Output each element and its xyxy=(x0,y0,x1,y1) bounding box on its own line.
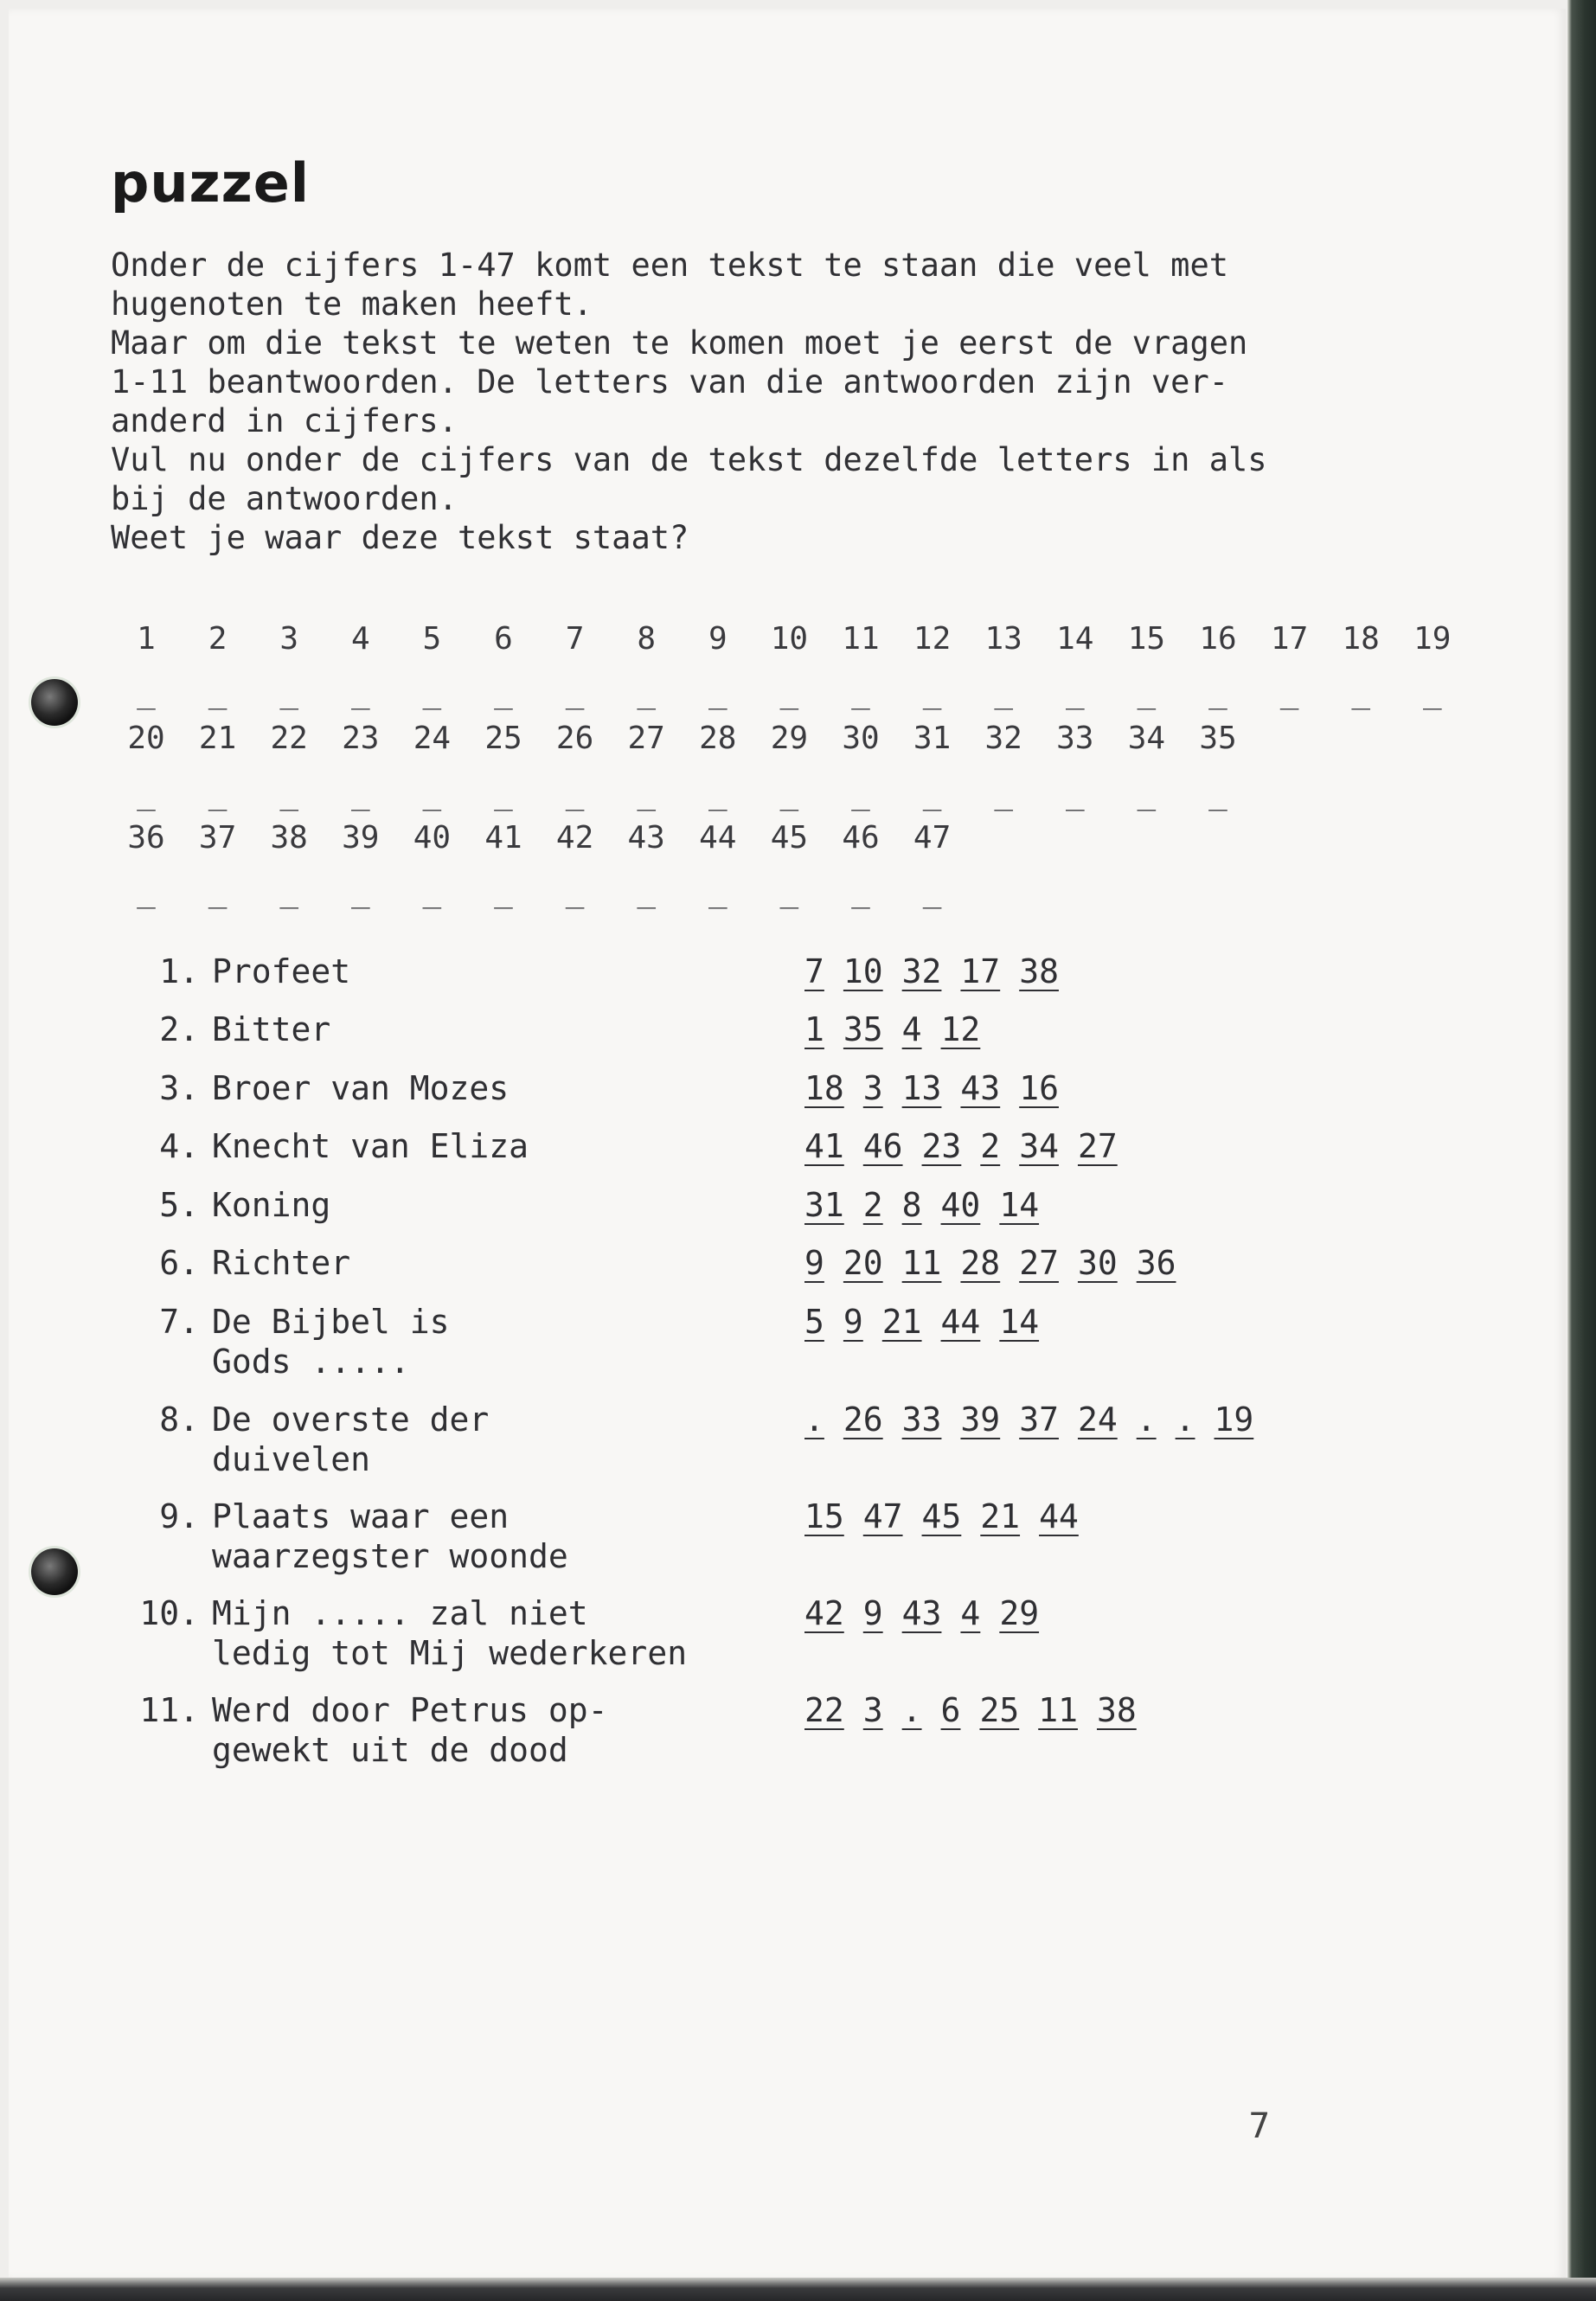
grid-number: 21 xyxy=(198,721,237,756)
question-text-line: ledig tot Mij wederkeren xyxy=(212,1634,688,1672)
grid-number: 25 xyxy=(484,721,522,756)
answer-blank[interactable]: _ xyxy=(208,776,228,811)
answer-blank[interactable]: _ xyxy=(279,874,299,909)
answer-blank[interactable]: _ xyxy=(422,675,442,710)
punch-hole-icon xyxy=(31,679,78,726)
intro-line: Onder de cijfers 1-47 komt een tekst te staan die veel met xyxy=(111,247,1229,284)
answer-blank[interactable]: _ xyxy=(279,776,299,811)
question-text xyxy=(212,952,817,991)
grid-number: 30 xyxy=(842,721,880,756)
answer-blank[interactable]: _ xyxy=(1208,675,1227,710)
answer-blank[interactable]: _ xyxy=(851,874,870,909)
grid-number: 34 xyxy=(1127,721,1166,756)
answer-blank[interactable]: _ xyxy=(1137,675,1157,710)
answer-codes xyxy=(804,1497,1098,1536)
answer-code: 10 xyxy=(843,952,883,990)
answer-code: 3 xyxy=(862,1691,883,1729)
answer-blank[interactable]: _ xyxy=(1065,776,1085,811)
grid-number: 33 xyxy=(1056,721,1094,756)
question-text-line: Knecht van Eliza xyxy=(212,1127,529,1165)
grid-number: 41 xyxy=(484,820,522,856)
question-text-line: Mijn ..... zal niet xyxy=(212,1594,588,1632)
answer-code: 32 xyxy=(901,952,942,990)
answer-codes xyxy=(804,1243,1195,1283)
question-text xyxy=(212,1400,817,1479)
grid-number: 29 xyxy=(770,721,809,756)
answer-code: 5 xyxy=(804,1303,824,1341)
answer-codes xyxy=(804,1126,1137,1166)
answer-code: 39 xyxy=(960,1400,1001,1439)
answer-codes xyxy=(804,1068,1078,1108)
answer-code: 25 xyxy=(979,1691,1020,1729)
intro-line: bij de antwoorden. xyxy=(111,480,458,517)
question-number: 10. xyxy=(139,1594,199,1632)
grid-number: 27 xyxy=(627,721,665,756)
question-number: 9. xyxy=(159,1497,199,1535)
grid-number: 7 xyxy=(565,621,585,657)
answer-blank[interactable]: _ xyxy=(851,776,870,811)
answer-blank[interactable]: _ xyxy=(922,874,942,909)
grid-number: 12 xyxy=(913,621,952,657)
question-text xyxy=(212,1593,817,1673)
grid-number: 4 xyxy=(350,621,370,657)
grid-number: 40 xyxy=(413,820,452,856)
answer-code: 9 xyxy=(862,1594,883,1632)
answer-code: 27 xyxy=(1077,1127,1118,1165)
answer-code: 6 xyxy=(940,1691,961,1729)
answer-blank[interactable]: _ xyxy=(1208,776,1227,811)
intro-line: hugenoten te maken heeft. xyxy=(111,285,593,323)
answer-code: 37 xyxy=(1019,1400,1059,1439)
answer-blank[interactable]: _ xyxy=(922,776,942,811)
grid-number: 1 xyxy=(137,621,156,657)
question-text-line: gewekt uit de dood xyxy=(212,1731,568,1769)
question-text xyxy=(212,1068,817,1108)
grid-number: 6 xyxy=(494,621,513,657)
answer-code: . xyxy=(804,1400,824,1439)
bottom-edge xyxy=(0,2278,1596,2301)
grid-number: 44 xyxy=(699,820,737,856)
answer-code: 16 xyxy=(1019,1069,1059,1107)
answer-blank[interactable]: _ xyxy=(1137,776,1157,811)
question-number: 3. xyxy=(159,1069,199,1107)
answer-code: 21 xyxy=(980,1497,1021,1535)
answer-code: 14 xyxy=(999,1303,1040,1341)
question-text xyxy=(212,1690,817,1770)
page-number: 7 xyxy=(1248,2106,1271,2146)
answer-code: 8 xyxy=(901,1186,922,1224)
answer-blank[interactable]: _ xyxy=(851,675,870,710)
answer-codes xyxy=(804,1302,1058,1342)
answer-code: 38 xyxy=(1019,952,1059,990)
grid-number: 36 xyxy=(127,820,165,856)
answer-blank[interactable]: _ xyxy=(565,776,585,811)
question-text-line: De overste der xyxy=(212,1400,490,1439)
answer-codes xyxy=(804,1593,1058,1633)
grid-number: 3 xyxy=(279,621,299,657)
answer-code: 12 xyxy=(940,1010,981,1048)
intro-text xyxy=(111,246,1365,557)
grid-number: 31 xyxy=(913,721,952,756)
answer-codes xyxy=(804,1690,1156,1730)
grid-number: 2 xyxy=(208,621,228,657)
question-number: 6. xyxy=(159,1244,199,1282)
answer-blank[interactable]: _ xyxy=(708,874,727,909)
grid-number: 43 xyxy=(627,820,665,856)
answer-code: 44 xyxy=(1039,1497,1079,1535)
answer-blank[interactable]: _ xyxy=(994,776,1014,811)
answer-blank[interactable]: _ xyxy=(637,874,657,909)
answer-blank[interactable]: _ xyxy=(422,874,442,909)
answer-blank[interactable]: _ xyxy=(565,675,585,710)
answer-codes xyxy=(804,1009,999,1049)
answer-code: 31 xyxy=(804,1186,844,1224)
grid-number: 28 xyxy=(699,721,737,756)
answer-code: 45 xyxy=(921,1497,962,1535)
grid-number: 42 xyxy=(555,820,594,856)
answer-blank[interactable]: _ xyxy=(1351,675,1371,710)
grid-number: 14 xyxy=(1056,621,1094,657)
answer-code: 20 xyxy=(843,1244,883,1282)
answer-code: 33 xyxy=(901,1400,942,1439)
grid-number: 18 xyxy=(1342,621,1380,657)
answer-code: 24 xyxy=(1077,1400,1118,1439)
answer-code: 44 xyxy=(940,1303,981,1341)
answer-code: 36 xyxy=(1136,1244,1176,1282)
question-text-line: Gods ..... xyxy=(212,1343,410,1381)
answer-code: 1 xyxy=(804,1010,824,1048)
grid-number: 5 xyxy=(422,621,442,657)
answer-code: 34 xyxy=(1019,1127,1059,1165)
question-number: 5. xyxy=(159,1186,199,1224)
answer-code: 9 xyxy=(843,1303,863,1341)
binding-edge xyxy=(1567,0,1596,2301)
grid-number: 17 xyxy=(1270,621,1309,657)
grid-number: 46 xyxy=(842,820,880,856)
answer-code: 23 xyxy=(921,1127,962,1165)
answer-blank[interactable]: _ xyxy=(208,874,228,909)
answer-code: 17 xyxy=(960,952,1001,990)
answer-blank[interactable]: _ xyxy=(137,675,156,710)
grid-number: 47 xyxy=(913,820,952,856)
answer-codes xyxy=(804,1185,1058,1225)
question-text xyxy=(212,1497,817,1576)
answer-blank[interactable]: _ xyxy=(350,776,370,811)
answer-codes xyxy=(804,1400,1272,1439)
answer-codes xyxy=(804,952,1078,991)
answer-code: 11 xyxy=(901,1244,942,1282)
answer-blank[interactable]: _ xyxy=(922,675,942,710)
intro-line: anderd in cijfers. xyxy=(111,402,458,439)
question-text-line: Plaats waar een xyxy=(212,1497,510,1535)
intro-line: Vul nu onder de cijfers van de tekst dezelfde letters in als xyxy=(111,441,1267,478)
grid-number: 11 xyxy=(842,621,880,657)
grid-number: 37 xyxy=(198,820,237,856)
answer-code: 13 xyxy=(901,1069,942,1107)
answer-blank[interactable]: _ xyxy=(1422,675,1442,710)
question-text-line: duivelen xyxy=(212,1440,371,1478)
answer-code: 15 xyxy=(804,1497,844,1535)
answer-blank[interactable]: _ xyxy=(779,776,799,811)
question-text-line: Werd door Petrus op- xyxy=(212,1691,608,1729)
answer-code: 42 xyxy=(804,1594,844,1632)
grid-number: 39 xyxy=(342,820,380,856)
question-number: 1. xyxy=(159,952,199,990)
question-text-line: Profeet xyxy=(212,952,351,990)
answer-code: 47 xyxy=(862,1497,903,1535)
grid-number: 22 xyxy=(270,721,308,756)
question-text xyxy=(212,1243,817,1283)
grid-number: 24 xyxy=(413,721,452,756)
answer-blank[interactable]: _ xyxy=(637,675,657,710)
answer-code: 38 xyxy=(1096,1691,1137,1729)
answer-blank[interactable]: _ xyxy=(565,874,585,909)
answer-code: 3 xyxy=(862,1069,883,1107)
answer-code: 9 xyxy=(804,1244,824,1282)
grid-number: 15 xyxy=(1127,621,1166,657)
page-title: puzzel xyxy=(111,151,310,215)
question-text-line: Bitter xyxy=(212,1010,331,1048)
answer-code: 26 xyxy=(843,1400,883,1439)
question-text xyxy=(212,1185,817,1225)
question-text xyxy=(212,1126,817,1166)
answer-blank[interactable]: _ xyxy=(1279,675,1299,710)
answer-blank[interactable]: _ xyxy=(1065,675,1085,710)
grid-number: 13 xyxy=(984,621,1022,657)
answer-blank[interactable]: _ xyxy=(137,874,156,909)
answer-code: . xyxy=(1136,1400,1157,1439)
intro-line: Maar om die tekst te weten te komen moet je eerst de vragen xyxy=(111,324,1248,362)
answer-code: 35 xyxy=(843,1010,883,1048)
answer-code: 43 xyxy=(901,1594,942,1632)
answer-code: 22 xyxy=(804,1691,844,1729)
answer-blank[interactable]: _ xyxy=(708,675,727,710)
answer-code: 11 xyxy=(1038,1691,1078,1729)
answer-blank[interactable]: _ xyxy=(494,675,513,710)
answer-code: 4 xyxy=(960,1594,981,1632)
answer-blank[interactable]: _ xyxy=(637,776,657,811)
grid-number: 16 xyxy=(1199,621,1237,657)
answer-blank[interactable]: _ xyxy=(708,776,727,811)
grid-number: 8 xyxy=(637,621,657,657)
question-text-line: Koning xyxy=(212,1186,331,1224)
question-text xyxy=(212,1302,817,1381)
answer-blank[interactable]: _ xyxy=(494,776,513,811)
grid-number: 45 xyxy=(770,820,809,856)
answer-blank[interactable]: _ xyxy=(350,675,370,710)
answer-code: 29 xyxy=(999,1594,1040,1632)
answer-code: 14 xyxy=(999,1186,1040,1224)
answer-code: 19 xyxy=(1214,1400,1254,1439)
question-text xyxy=(212,1009,817,1049)
answer-blank[interactable]: _ xyxy=(350,874,370,909)
answer-blank[interactable]: _ xyxy=(779,675,799,710)
answer-code: 2 xyxy=(980,1127,1001,1165)
intro-line: 1-11 beantwoorden. De letters van die antwoorden zijn ver- xyxy=(111,363,1229,401)
answer-code: 27 xyxy=(1019,1244,1059,1282)
answer-code: 18 xyxy=(804,1069,844,1107)
answer-blank[interactable]: _ xyxy=(422,776,442,811)
answer-blank[interactable]: _ xyxy=(779,874,799,909)
grid-number: 19 xyxy=(1413,621,1452,657)
answer-blank[interactable]: _ xyxy=(994,675,1014,710)
intro-line: Weet je waar deze tekst staat? xyxy=(111,519,689,556)
answer-code: 2 xyxy=(862,1186,883,1224)
answer-code: 43 xyxy=(960,1069,1001,1107)
answer-blank[interactable]: _ xyxy=(279,675,299,710)
grid-number: 10 xyxy=(770,621,809,657)
grid-number: 32 xyxy=(984,721,1022,756)
question-number: 4. xyxy=(159,1127,199,1165)
answer-code: 30 xyxy=(1077,1244,1118,1282)
grid-number: 38 xyxy=(270,820,308,856)
question-number: 8. xyxy=(159,1400,199,1439)
answer-blank[interactable]: _ xyxy=(208,675,228,710)
question-text-line: waarzegster woonde xyxy=(212,1537,568,1575)
grid-number: 35 xyxy=(1199,721,1237,756)
show-through-decoration xyxy=(761,147,785,228)
answer-code: 40 xyxy=(940,1186,981,1224)
grid-number: 26 xyxy=(555,721,594,756)
grid-number: 20 xyxy=(127,721,165,756)
answer-code: 28 xyxy=(960,1244,1001,1282)
question-number: 11. xyxy=(139,1691,199,1729)
grid-number: 9 xyxy=(708,621,727,657)
question-number: 7. xyxy=(159,1303,199,1341)
question-text-line: Richter xyxy=(212,1244,351,1282)
answer-code: 21 xyxy=(881,1303,922,1341)
answer-blank[interactable]: _ xyxy=(494,874,513,909)
punch-hole-icon xyxy=(31,1548,78,1595)
answer-code: 41 xyxy=(804,1127,844,1165)
answer-code: 7 xyxy=(804,952,824,990)
question-number: 2. xyxy=(159,1010,199,1048)
question-text-line: De Bijbel is xyxy=(212,1303,450,1341)
question-text-line: Broer van Mozes xyxy=(212,1069,510,1107)
grid-number: 23 xyxy=(342,721,380,756)
answer-code: . xyxy=(1175,1400,1195,1439)
answer-code: . xyxy=(901,1691,922,1729)
answer-blank[interactable]: _ xyxy=(137,776,156,811)
answer-code: 46 xyxy=(862,1127,903,1165)
answer-code: 4 xyxy=(901,1010,922,1048)
